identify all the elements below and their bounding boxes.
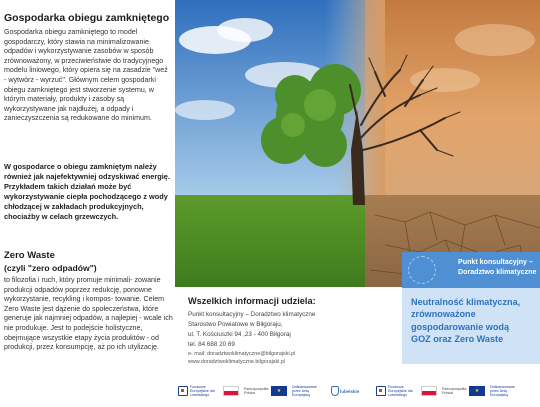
eu-logo-text: Dofinansowane przez Unię Europejską: [292, 385, 317, 397]
eu-flag-icon: ★: [469, 386, 485, 396]
contact-phone: tel. 84 688 20 69: [188, 341, 235, 348]
paragraph-zero-waste: to filozofia i ruch, który promuje minimali- zowanie produkcji odpadów poprzez redukcję, ponowne wykorzystanie, recykling i kompos- towanie. Celem Zero Waste jest dążenie do społeczeństwa, które generuje jak najmniej odpadów, a najlepiej - wcale ich nie produkuje. Jest to podejście holistyczne, obejmujące wszystkie etapy życia produktów - od produkcji, przez konsumpcję, aż po ich utylizację.: [4, 276, 173, 352]
poland-flag-icon: [421, 386, 437, 396]
funding-logos-left: [178, 383, 359, 399]
fundusze-europejskie-logo: Fundusze Europejskie dla Lubelskiego: [376, 385, 416, 397]
contact-title: Wszelkich informacji udziela:: [188, 296, 316, 306]
section-subheading-zero-waste: (czyli "zero odpadów"): [4, 263, 97, 273]
paragraph-goz-definition: Gospodarka obiegu zamkniętego to model gospodarczy, który stawia na minimalizowanie odpadów i wykorzystywanie zasobów w sposób zrównoważony, w przeciwieństwie do tradycyjnego modelu liniowego, który opiera się na zasadzie "weź - wytwórz - wyrzuć". Głównym celem gospodarki obiegu zamkniętego jest stworzenie systemu, w którym materiały, produkty i zasoby są wykorzystywane jak najdłużej, a odpady i zanieczyszczenia są redukowane do minimum.: [4, 28, 168, 123]
contact-email[interactable]: e- mail: doradztwoklimatyczne@bilgorajski.pl: [188, 351, 296, 357]
fundusze-europejskie-logo: Fundusze Europejskie dla Lubelskiego: [178, 385, 218, 397]
poland-flag-icon: [223, 386, 239, 396]
lubelskie-logo: lubelskie: [331, 386, 359, 396]
eu-flag-icon: ★: [271, 386, 287, 396]
section-heading-goz: Gospodarka obiegu zamkniętego: [4, 12, 170, 24]
fe-mark-icon: [376, 386, 386, 396]
contact-institution: Starostwo Powiatowe w Biłgoraju,: [188, 321, 283, 328]
climate-contrast-photo: [175, 0, 540, 287]
poland-logo-text: Rzeczpospolita Polska: [244, 387, 269, 395]
eu-logo-text: Dofinansowane przez Unię Europejską: [490, 385, 515, 397]
paragraph-energy-recovery: W gospodarce o obiegu zamkniętym należy również jak najefektywniej odzyskiwać energię. Przykładem takich działań może być wykorzystywanie ciepła pochodzącego z wody chłodzącej w zakładach produkcyjnych, chociażby w celach grzewczych.: [4, 162, 170, 221]
eu-stars-icon: [408, 256, 436, 284]
poland-logo-text: Rzeczpospolita Polska: [442, 387, 467, 395]
left-column: [0, 0, 175, 407]
contact-address: ul. T. Kościuszki 94 ,23 - 400 Biłgoraj: [188, 331, 291, 338]
badge-text: Punkt konsultacyjny – Doradztwo klimatyczne: [458, 258, 537, 276]
topic-info-box: [402, 288, 540, 364]
funding-logos-right: [376, 383, 524, 399]
contact-office: Punkt konsultacyjny – Doradztwo klimatyczne: [188, 311, 316, 318]
consultation-badge: [402, 252, 540, 288]
fe-mark-icon: [178, 386, 188, 396]
contact-website[interactable]: www.doradztwoklimatyczne.bilgorajski.pl: [188, 359, 286, 365]
topic-title: Neutralność klimatyczna, zrównoważone gospodarowanie wodą GOZ oraz Zero Waste: [411, 297, 521, 345]
lubelskie-mark-icon: [331, 386, 339, 396]
section-heading-zero-waste: Zero Waste: [4, 250, 55, 261]
